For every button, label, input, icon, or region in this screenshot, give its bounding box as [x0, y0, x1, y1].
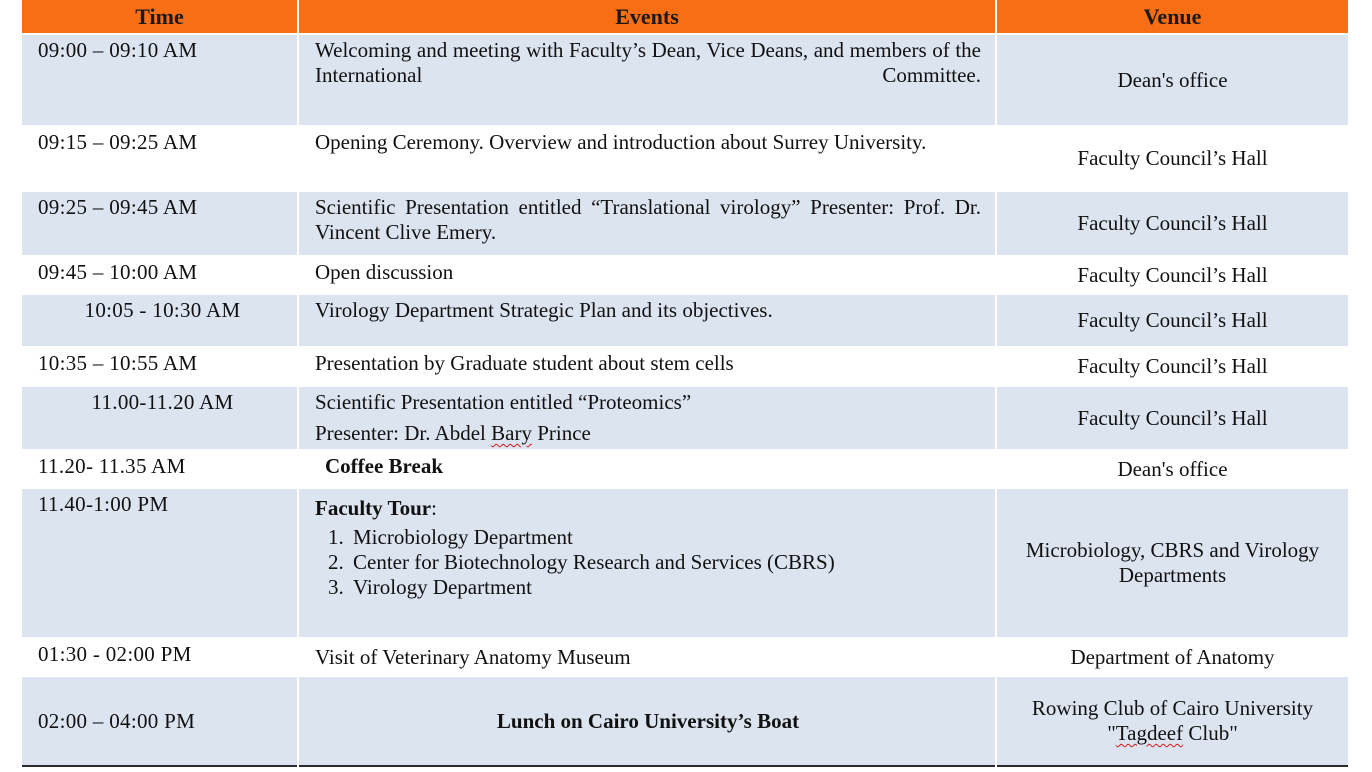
- table-row: [22, 347, 1348, 386]
- venue-cell: Dean's office: [996, 34, 1348, 126]
- tour-title-colon: :: [431, 496, 437, 520]
- venue-suffix: Club": [1183, 721, 1238, 745]
- time-cell: 09:15 – 09:25 AM: [22, 126, 298, 191]
- table-row: [22, 450, 1348, 488]
- event-cell: Scientific Presentation entitled “Translational virology” Presenter: Prof. Dr. Vincent Clive Emery.: [298, 191, 996, 256]
- table-row: [22, 638, 1348, 676]
- header-venue: Venue: [996, 0, 1348, 34]
- schedule-table: [22, 0, 1348, 767]
- venue-cell: Microbiology, CBRS and Virology Departments: [996, 488, 1348, 638]
- header-time: Time: [22, 0, 298, 34]
- venue-cell: Faculty Council’s Hall: [996, 347, 1348, 386]
- header-row: [22, 0, 1348, 34]
- venue-cell: Faculty Council’s Hall: [996, 294, 1348, 347]
- tour-heading: [315, 496, 981, 521]
- table-row: [22, 386, 1348, 450]
- venue-cell: Faculty Council’s Hall: [996, 386, 1348, 450]
- time-cell: 09:00 – 09:10 AM: [22, 34, 298, 126]
- event-cell: Opening Ceremony. Overview and introduction about Surrey University.: [298, 126, 996, 191]
- list-item: 2. Center for Biotechnology Research and Services (CBRS): [349, 550, 981, 575]
- tour-title: Faculty Tour: [315, 496, 432, 520]
- venue-prefix: Rowing Club of Cairo University ": [1031, 696, 1314, 745]
- time-cell: 01:30 - 02:00 PM: [22, 638, 298, 676]
- time-cell: 10:35 – 10:55 AM: [22, 347, 298, 386]
- table-row: [22, 126, 1348, 191]
- table-row: [22, 34, 1348, 126]
- header-events: Events: [298, 0, 996, 34]
- venue-cell: Faculty Council’s Hall: [996, 126, 1348, 191]
- tour-list: [315, 525, 981, 600]
- time-cell: 09:45 – 10:00 AM: [22, 256, 298, 294]
- event-cell: Presentation by Graduate student about stem cells: [298, 347, 996, 386]
- spellcheck-flagged-word: Tagdeef: [1115, 721, 1184, 745]
- event-cell: [298, 386, 996, 450]
- time-cell: 09:25 – 09:45 AM: [22, 191, 298, 256]
- venue-cell: Faculty Council’s Hall: [996, 191, 1348, 256]
- venue-cell: Department of Anatomy: [996, 638, 1348, 676]
- event-line: Scientific Presentation entitled “Proteomics”: [315, 390, 692, 414]
- time-cell: 10:05 - 10:30 AM: [22, 294, 298, 347]
- time-cell: 11.40-1:00 PM: [22, 488, 298, 638]
- presenter-prefix: Presenter: Dr. Abdel: [315, 421, 492, 445]
- spellcheck-flagged-word: Bary: [491, 421, 532, 445]
- event-cell: Lunch on Cairo University’s Boat: [298, 676, 996, 766]
- event-cell: Virology Department Strategic Plan and its objectives.: [298, 294, 996, 347]
- table-row: [22, 191, 1348, 256]
- time-cell: 02:00 – 04:00 PM: [22, 676, 298, 766]
- time-cell: 11.20- 11.35 AM: [22, 450, 298, 488]
- table-row: [22, 676, 1348, 766]
- venue-cell: [996, 676, 1348, 766]
- time-cell: 11.00-11.20 AM: [22, 386, 298, 450]
- presenter-suffix: Prince: [531, 421, 591, 445]
- venue-cell: Dean's office: [996, 450, 1348, 488]
- venue-cell: Faculty Council’s Hall: [996, 256, 1348, 294]
- event-cell: [298, 488, 996, 638]
- table-row: [22, 256, 1348, 294]
- event-line: [315, 421, 981, 446]
- table-row: [22, 488, 1348, 638]
- list-item: 1. Microbiology Department: [349, 525, 981, 550]
- event-cell: Welcoming and meeting with Faculty’s Dean, Vice Deans, and members of the International Committee.: [298, 34, 996, 126]
- table-row: [22, 294, 1348, 347]
- event-cell: Visit of Veterinary Anatomy Museum: [298, 638, 996, 676]
- event-cell: Coffee Break: [298, 450, 996, 488]
- event-cell: Open discussion: [298, 256, 996, 294]
- list-item: 3. Virology Department: [349, 575, 981, 600]
